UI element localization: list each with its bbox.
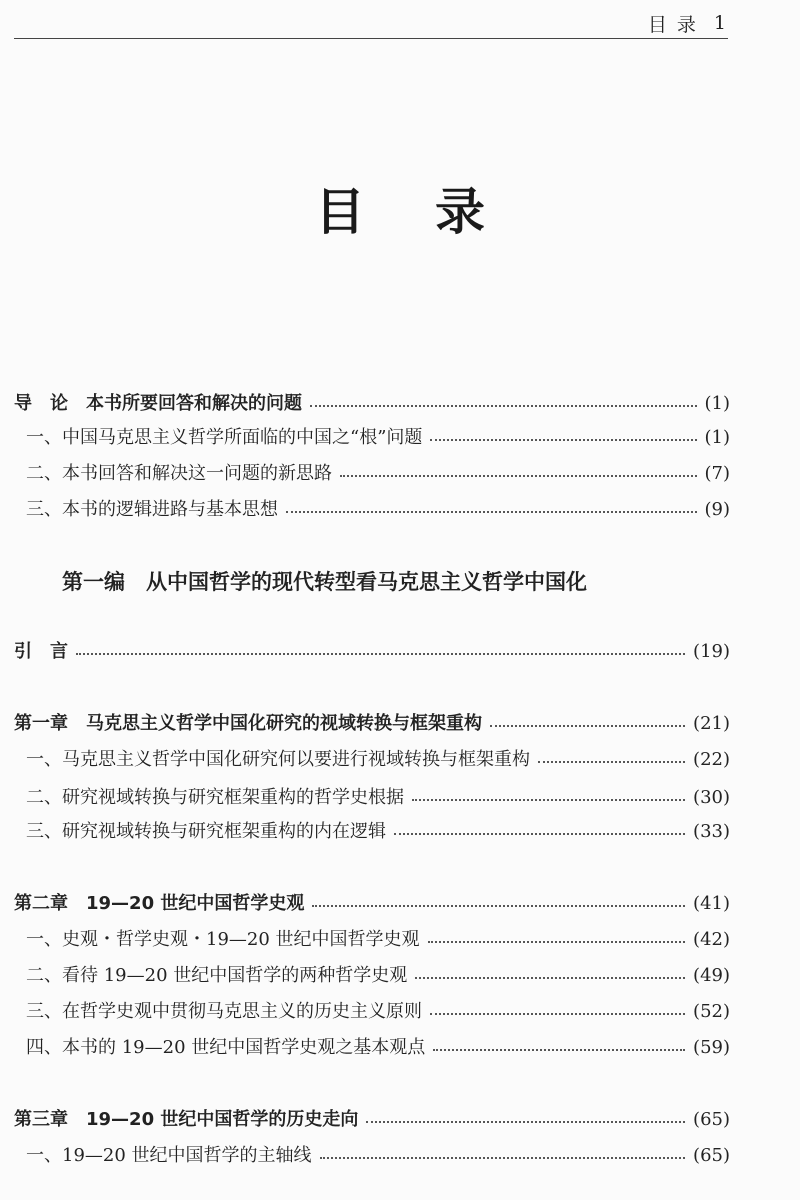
toc-entry[interactable] bbox=[26, 496, 730, 524]
entry-label: 三、本书的逻辑进路与基本思想 bbox=[26, 499, 278, 520]
page-title: 目录 bbox=[315, 183, 555, 241]
entry-label: 第一章 马克思主义哲学中国化研究的视域转换与框架重构 bbox=[14, 713, 482, 734]
leader-dots bbox=[312, 905, 685, 907]
entry-page: (30) bbox=[693, 787, 730, 808]
entry-page: (9) bbox=[704, 499, 730, 520]
entry-label: 一、中国马克思主义哲学所面临的中国之“根”问题 bbox=[26, 427, 423, 448]
toc-entry-chapter[interactable] bbox=[14, 890, 730, 918]
leader-dots bbox=[366, 1121, 685, 1123]
toc-entry[interactable] bbox=[26, 962, 730, 990]
toc-entry-chapter[interactable] bbox=[14, 710, 730, 738]
leader-dots bbox=[412, 799, 685, 801]
entry-page: (1) bbox=[704, 427, 730, 448]
toc-entry[interactable] bbox=[26, 1034, 730, 1062]
toc-entry[interactable] bbox=[26, 746, 730, 774]
entry-page: (7) bbox=[704, 463, 730, 484]
entry-page: (52) bbox=[693, 1001, 730, 1022]
entry-page: (21) bbox=[693, 713, 730, 734]
leader-dots bbox=[310, 405, 697, 407]
entry-label: 一、马克思主义哲学中国化研究何以要进行视域转换与框架重构 bbox=[26, 749, 530, 770]
entry-label: 引 言 bbox=[14, 641, 68, 662]
entry-page: (19) bbox=[693, 641, 730, 662]
header-page-number: 1 bbox=[713, 12, 726, 34]
entry-page: (33) bbox=[693, 821, 730, 842]
running-header bbox=[14, 8, 728, 39]
entry-label: 导 论 本书所要回答和解决的问题 bbox=[14, 393, 302, 414]
toc-entry[interactable] bbox=[26, 784, 730, 812]
toc-entry[interactable] bbox=[26, 926, 730, 954]
entry-page: (22) bbox=[693, 749, 730, 770]
entry-label: 二、本书回答和解决这一问题的新思路 bbox=[26, 463, 332, 484]
toc-entry[interactable] bbox=[26, 1142, 730, 1170]
toc-entry[interactable] bbox=[26, 424, 730, 452]
entry-label: 三、在哲学史观中贯彻马克思主义的历史主义原则 bbox=[26, 1001, 422, 1022]
toc-entry-intro[interactable] bbox=[14, 390, 730, 418]
leader-dots bbox=[433, 1049, 685, 1051]
entry-label: 第三章 19—20 世纪中国哲学的历史走向 bbox=[14, 1109, 359, 1130]
entry-page: (65) bbox=[693, 1109, 730, 1130]
leader-dots bbox=[490, 725, 685, 727]
toc-entry[interactable] bbox=[26, 998, 730, 1026]
leader-dots bbox=[286, 511, 697, 513]
leader-dots bbox=[340, 475, 697, 477]
entry-page: (65) bbox=[693, 1145, 730, 1166]
entry-label: 一、史观・哲学史观・19—20 世纪中国哲学史观 bbox=[26, 929, 420, 950]
toc-entry-chapter[interactable] bbox=[14, 1106, 730, 1134]
toc-entry-preface[interactable] bbox=[14, 638, 730, 666]
header-title: 目录 bbox=[647, 13, 706, 36]
toc-entry[interactable] bbox=[26, 818, 730, 846]
leader-dots bbox=[428, 941, 686, 943]
entry-label: 四、本书的 19—20 世纪中国哲学史观之基本观点 bbox=[26, 1037, 426, 1058]
entry-page: (42) bbox=[693, 929, 730, 950]
entry-label: 二、研究视域转换与研究框架重构的哲学史根据 bbox=[26, 787, 404, 808]
entry-label: 二、看待 19—20 世纪中国哲学的两种哲学史观 bbox=[26, 965, 408, 986]
leader-dots bbox=[415, 977, 685, 979]
entry-label: 一、19—20 世纪中国哲学的主轴线 bbox=[26, 1145, 312, 1166]
leader-dots bbox=[430, 1013, 685, 1015]
entry-page: (59) bbox=[693, 1037, 730, 1058]
leader-dots bbox=[538, 761, 685, 763]
entry-page: (49) bbox=[693, 965, 730, 986]
entry-label: 三、研究视域转换与研究框架重构的内在逻辑 bbox=[26, 821, 386, 842]
part-title: 第一编 从中国哲学的现代转型看马克思主义哲学中国化 bbox=[62, 570, 587, 594]
toc-entry[interactable] bbox=[26, 460, 730, 488]
entry-label: 第二章 19—20 世纪中国哲学史观 bbox=[14, 893, 305, 914]
leader-dots bbox=[394, 833, 685, 835]
leader-dots bbox=[320, 1157, 686, 1159]
entry-page: (1) bbox=[704, 393, 730, 414]
leader-dots bbox=[76, 653, 685, 655]
entry-page: (41) bbox=[693, 893, 730, 914]
leader-dots bbox=[430, 439, 696, 441]
